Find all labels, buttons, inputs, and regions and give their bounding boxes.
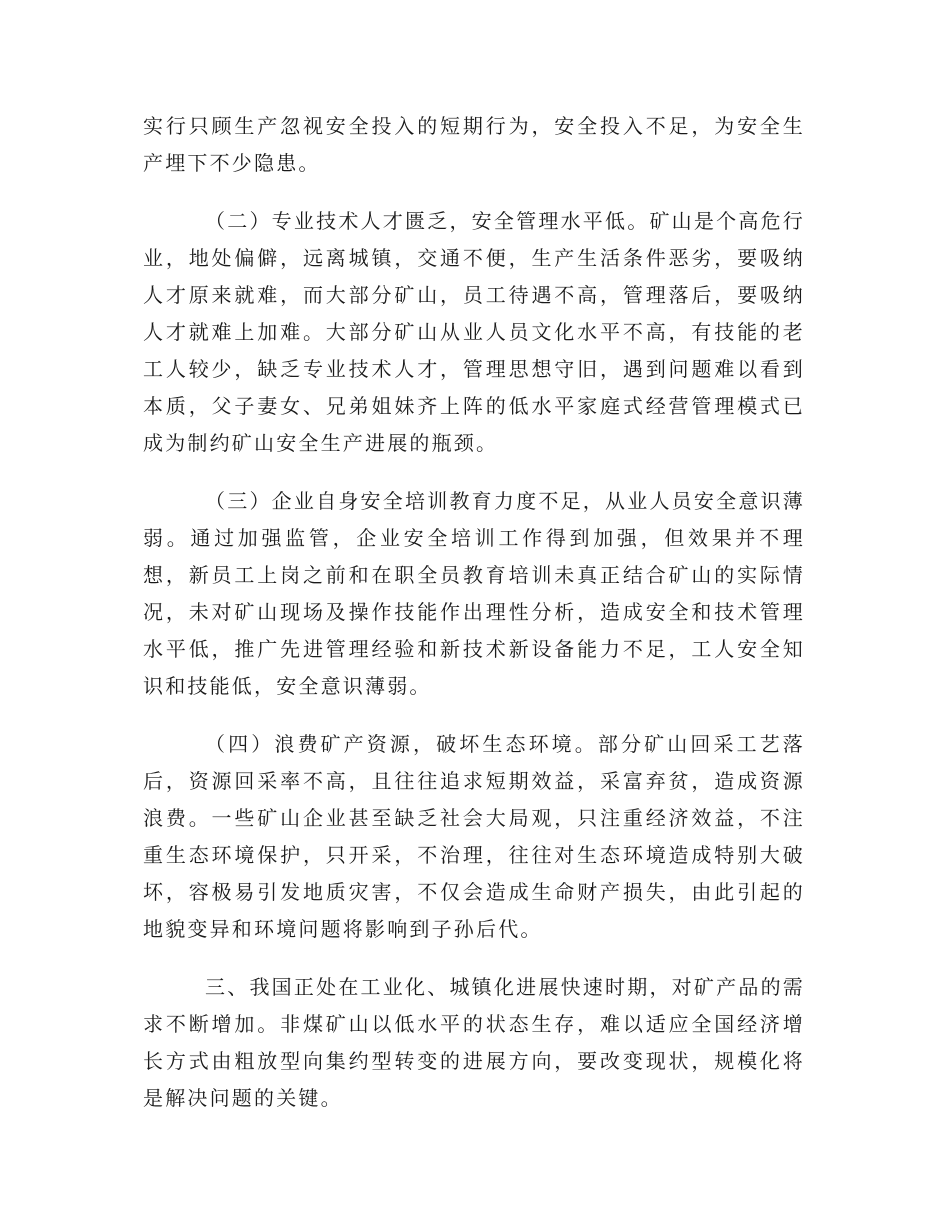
document-body bbox=[143, 108, 805, 1117]
paragraph-heading-three: 三、我国正处在工业化、城镇化进展快速时期，对矿产品的需求不断增加。非煤矿山以低水平的状态生存，难以适应全国经济增长方式由粗放型向集约型转变的进展方向，要改变现状，规模化将是解决问题的关键。 bbox=[143, 975, 805, 1110]
paragraph-section-2: （二）专业技术人才匮乏，安全管理水平低。矿山是个高危行业，地处偏僻，远离城镇，交通不便，生产生活条件恶劣，要吸纳人才原来就难，而大部分矿山，员工待遇不高，管理落后，要吸纳人才就难上加难。大部分矿山从业人员文化水平不高，有技能的老工人较少，缺乏专业技术人才，管理思想守旧，遇到问题难以看到本质，父子妻女、兄弟姐妹齐上阵的低水平家庭式经营管理模式已成为制约矿山安全生产进展的瓶颈。 bbox=[143, 209, 805, 455]
paragraph-section-4: （四）浪费矿产资源，破坏生态环境。部分矿山回采工艺落后，资源回采率不高，且往往追求短期效益，采富弃贫，造成资源浪费。一些矿山企业甚至缺乏社会大局观，只注重经济效益，不注重生态环境保护，只开采，不治理，往往对生态环境造成特别大破坏，容极易引发地质灾害，不仅会造成生命财产损失，由此引起的地貌变异和环境问题将影响到子孙后代。 bbox=[143, 732, 805, 941]
paragraph-section-3: （三）企业自身安全培训教育力度不足，从业人员安全意识薄弱。通过加强监管，企业安全培训工作得到加强，但效果并不理想，新员工上岗之前和在职全员教育培训未真正结合矿山的实际情况，未对矿山现场及操作技能作出理性分析，造成安全和技术管理水平低，推广先进管理经验和新技术新设备能力不足，工人安全知识和技能低，安全意识薄弱。 bbox=[143, 489, 805, 698]
paragraph-continuation: 实行只顾生产忽视安全投入的短期行为，安全投入不足，为安全生产埋下不少隐患。 bbox=[143, 114, 805, 175]
